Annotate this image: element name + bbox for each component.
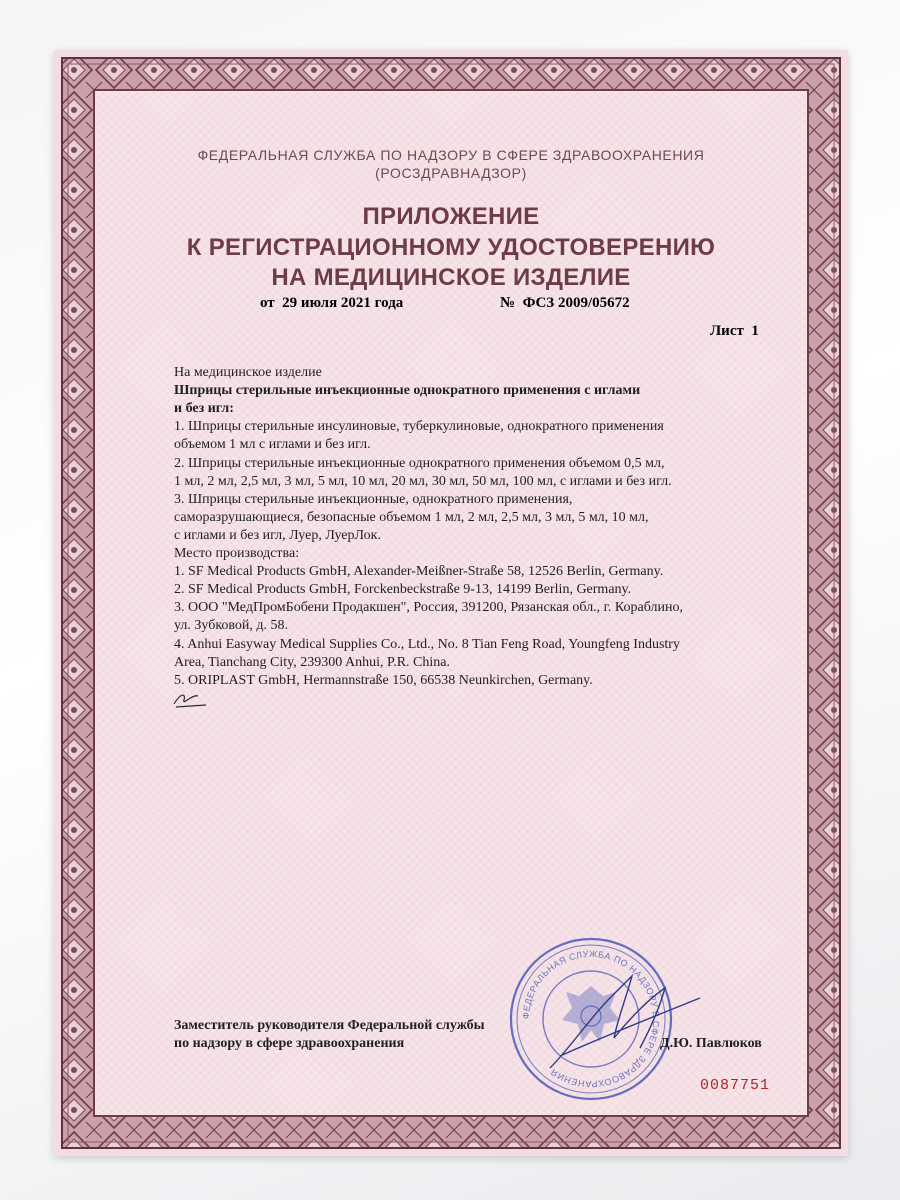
svg-text:ФЕДЕРАЛЬНАЯ СЛУЖБА ПО НАДЗОРУ: ФЕДЕРАЛЬНАЯ СЛУЖБА ПО НАДЗОРУ В СФЕРЕ ЗДРАВООХРАНЕНИЯ [520,948,662,1090]
product-name-cont: и без игл: [174,401,234,416]
production-site: 1. SF Medical Products GmbH, Alexander-Meißner-Straße 58, 12526 Berlin, Germany. [174,564,664,579]
issue-date: от 29 июля 2021 года [260,295,404,311]
list-item: с иглами и без игл, Луер, ЛуерЛок. [174,528,381,543]
document-title: ПРИЛОЖЕНИЕ [362,203,540,230]
product-name: Шприцы стерильные инъекционные однократного применения с иглами [174,383,641,398]
list-item: 1 мл, 2 мл, 2,5 мл, 3 мл, 5 мл, 10 мл, 20 мл, 30 мл, 50 мл, 100 мл, с иглами и без игл. [174,474,672,489]
intro-text: На медицинское изделие [174,365,322,380]
certificate-sheet [54,50,848,1156]
list-item: 3. Шприцы стерильные инъекционные, однократного применения, [174,492,573,507]
document-subtitle-2: НА МЕДИЦИНСКОЕ ИЗДЕЛИЕ [271,264,631,291]
production-site: Area, Tianchang City, 239300 Anhui, P.R. China. [174,655,450,670]
list-item: саморазрушающиеся, безопасные объемом 1 мл, 2 мл, 2,5 мл, 3 мл, 5 мл, 10 мл, [174,510,649,525]
list-item: 2. Шприцы стерильные инъекционные однократного применения объемом 0,5 мл, [174,456,665,471]
production-site: ул. Зубковой, д. 58. [174,618,289,633]
serial-number: 0087751 [700,1077,771,1094]
production-site: 3. ООО "МедПромБобени Продакшен", Россия, 391200, Рязанская обл., г. Кораблино, [174,600,683,615]
document-subtitle: К РЕГИСТРАЦИОННОМУ УДОСТОВЕРЕНИЮ [186,234,716,261]
sheet-number: Лист 1 [710,323,759,339]
signature [540,958,710,1078]
initials-mark [172,688,212,710]
list-item: объемом 1 мл с иглами и без игл. [174,437,371,452]
agency-name: ФЕДЕРАЛЬНАЯ СЛУЖБА ПО НАДЗОРУ В СФЕРЕ ЗДРАВООХРАНЕНИЯ [197,147,705,163]
production-site: 4. Anhui Easyway Medical Supplies Co., Ltd., No. 8 Tian Feng Road, Youngfeng Industry [174,637,680,652]
production-site: 2. SF Medical Products GmbH, Forckenbeckstraße 9-13, 14199 Berlin, Germany. [174,582,632,597]
list-item: 1. Шприцы стерильные инсулиновые, туберкулиновые, однократного применения [174,419,664,434]
agency-abbreviation: (РОСЗДРАВНАДЗОР) [375,165,527,181]
signatory-name: Д.Ю. Павлюков [660,1036,762,1051]
production-label: Место производства: [174,546,300,561]
production-site: 5. ORIPLAST GmbH, Hermannstraße 150, 66538 Neunkirchen, Germany. [174,673,593,688]
signatory-position: Заместитель руководителя Федеральной службы [174,1018,485,1033]
registration-number: № ФСЗ 2009/05672 [500,295,630,311]
signatory-position-cont: по надзору в сфере здравоохранения [174,1036,405,1051]
